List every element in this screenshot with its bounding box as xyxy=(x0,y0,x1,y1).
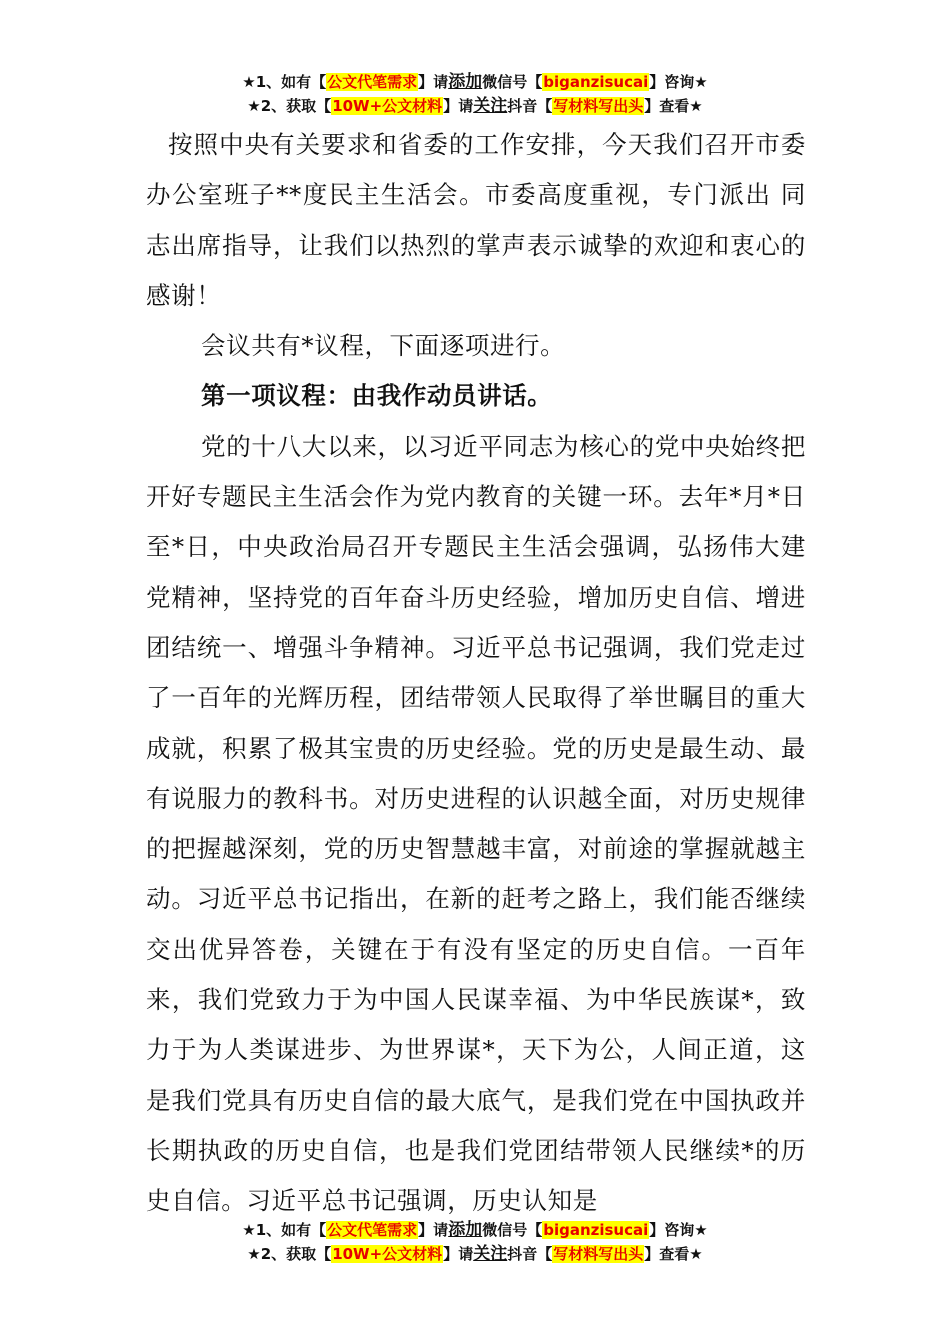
footer-line-2: ★2、获取【10W+公文材料】请关注抖音【写材料写出头】查看★ xyxy=(247,1244,703,1264)
highlight-wechat-id: biganzisucai xyxy=(543,73,649,91)
banner-line-2: ★2、获取【10W+公文材料】请关注抖音【写材料写出头】查看★ xyxy=(247,96,703,116)
paragraph-agenda: 会议共有*议程，下面逐项进行。 xyxy=(201,331,566,361)
header-banner xyxy=(0,70,950,118)
highlight-materials: 10W+公文材料 xyxy=(332,97,443,115)
highlight-service: 公文代笔需求 xyxy=(327,73,418,91)
paragraph-intro: 按照中央有关要求和省委的工作安排，今天我们召开市委办公室班子**度民主生活会。市委高度重视，专门派出 同志出席指导，让我们以热烈的掌声表示诚挚的欢迎和衷心的感谢！ xyxy=(146,130,806,310)
paragraph-agenda-item-1: 第一项议程：由我作动员讲话。 xyxy=(201,381,553,411)
highlight-douyin-id: 写材料写出头 xyxy=(553,97,644,115)
footer-line-1: ★1、如有【公文代笔需求】请添加微信号【biganzisucai】咨询★ xyxy=(242,1220,708,1240)
banner-line-1: ★1、如有【公文代笔需求】请添加微信号【biganzisucai】咨询★ xyxy=(242,72,708,92)
paragraph-speech: 党的十八大以来，以习近平同志为核心的党中央始终把开好专题民主生活会作为党内教育的关键一环。去年*月*日至*日，中央政治局召开专题民主生活会强调，弘扬伟大建党精神，坚持党的百年奋斗历史经验，增加历史自信、增进团结统一、增强斗争精神。习近平总书记强调，我们党走过了一百年的光辉历程，团结带领人民取得了举世瞩目的重大成就，积累了极其宝贵的历史经验。党的历史是最生动、最有说服力的教科书。对历史进程的认识越全面，对历史规律的把握越深刻，党的历史智慧越丰富，对前途的掌握就越主动。习近平总书记指出，在新的赶考之路上，我们能否继续交出优异答卷，关键在于有没有坚定的历史自信。一百年来，我们党致力于为中国人民谋幸福、为中华民族谋*，致力于为人类谋进步、为世界谋*，天下为公，人间正道，这是我们党具有历史自信的最大底气，是我们党在中国执政并长期执政的历史自信，也是我们党团结带领人民继续*的历史自信。习近平总书记强调，历史认知是 xyxy=(146,431,806,1216)
footer-banner xyxy=(0,1218,950,1266)
document-body xyxy=(146,120,806,1227)
